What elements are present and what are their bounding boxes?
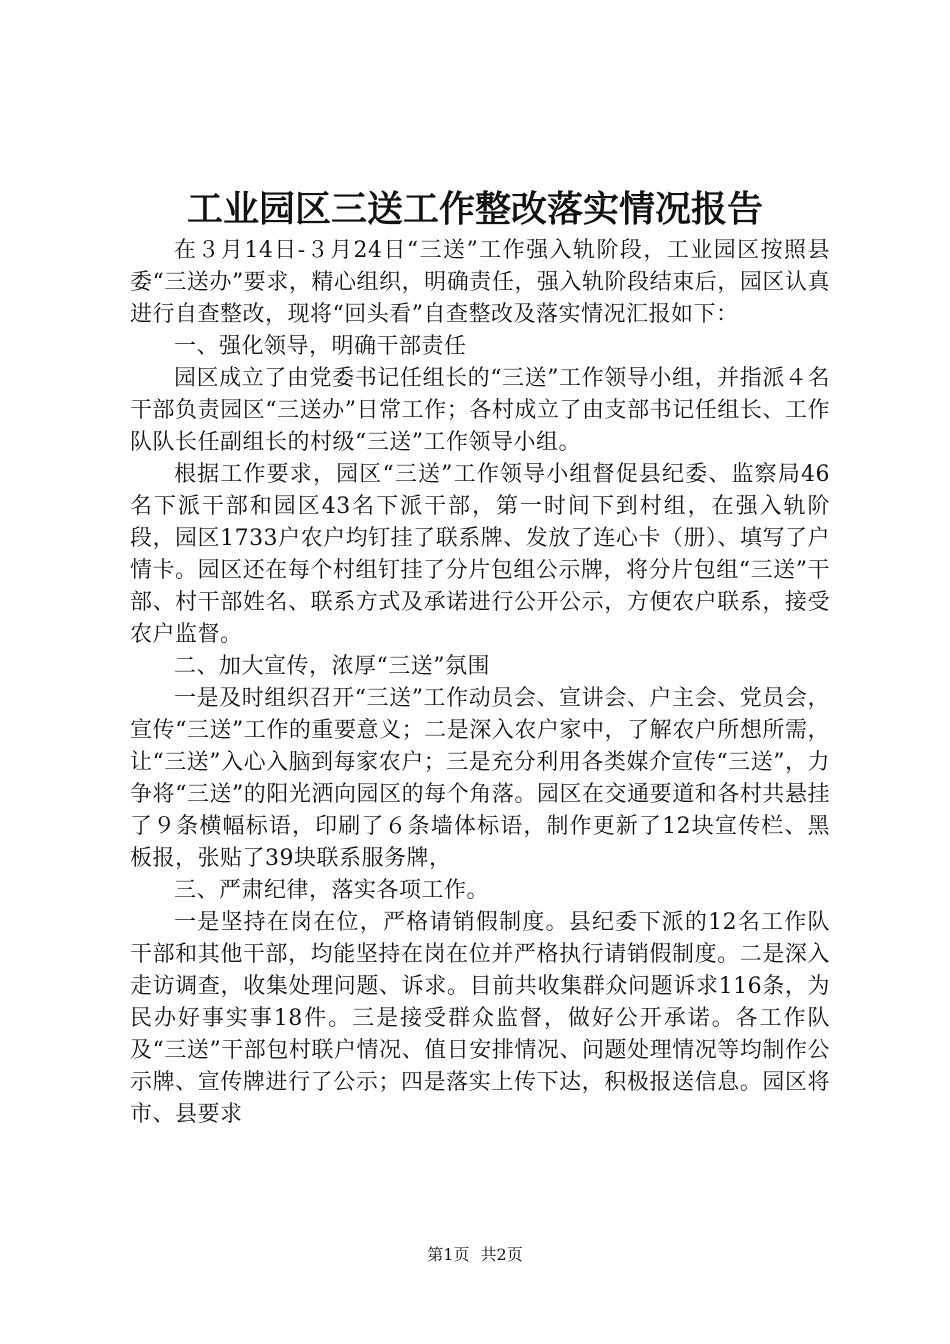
paragraph-discipline: 一是坚持在岗在位，严格请销假制度。县纪委下派的12名工作队干部和其他干部，均能坚持在岗在位并严格执行请销假制度。二是深入走访调查，收集处理问题、诉求。目前共收集群众问题诉求116条，为民办好事实事18件。三是接受群众监督，做好公开承诺。各工作队及“三送”干部包村联户情况、值日安排情况、问题处理情况等均制作公示牌、宣传牌进行了公示；四是落实上传下达，积极报送信息。园区将市、县要求 — [130, 910, 830, 1127]
section-heading-2: 二、加大宣传，浓厚“三送”氛围 — [174, 654, 490, 679]
page-footer — [0, 1243, 950, 1267]
section-heading-3: 三、严肃纪律，落实各项工作。 — [174, 878, 490, 903]
page-total: 共2页 — [480, 1245, 523, 1264]
document-body — [130, 235, 830, 1131]
paragraph-intro: 在３月14日-３月24日“三送”工作强入轨阶段，工业园区按照县委“三送办”要求，精心组织，明确责任，强入轨阶段结束后，园区认真进行自查整改，现将“回头看”自查整改及落实情况汇报如下： — [130, 238, 830, 327]
section-heading-1: 一、强化领导，明确干部责任 — [174, 334, 467, 359]
paragraph-leadership: 园区成立了由党委书记任组长的“三送”工作领导小组，并指派４名干部负责园区“三送办”日常工作；各村成立了由支部书记任组长、工作队队长任副组长的村级“三送”工作领导小组。 — [130, 366, 830, 455]
paragraph-work-requirements: 根据工作要求，园区“三送”工作领导小组督促县纪委、监察局46名下派干部和园区43名下派干部，第一时间下到村组，在强入轨阶段，园区1733户农户均钉挂了联系牌、发放了连心卡（册）、填写了户情卡。园区还在每个村组钉挂了分片包组公示牌，将分片包组“三送”干部、村干部姓名、联系方式及承诺进行公开公示，方便农户联系，接受农户监督。 — [130, 462, 830, 647]
page-number: 第1页 — [427, 1245, 470, 1264]
paragraph-publicity: 一是及时组织召开“三送”工作动员会、宣讲会、户主会、党员会，宣传“三送”工作的重要意义；二是深入农户家中，了解农户所想所需，让“三送”入心入脑到每家农户；三是充分利用各类媒介宣传“三送”，力争将“三送”的阳光洒向园区的每个角落。园区在交通要道和各村共悬挂了９条横幅标语，印刷了６条墙体标语，制作更新了12块宣传栏、黑板报，张贴了39块联系服务牌， — [130, 686, 830, 871]
document-title: 工业园区三送工作整改落实情况报告 — [186, 188, 763, 230]
